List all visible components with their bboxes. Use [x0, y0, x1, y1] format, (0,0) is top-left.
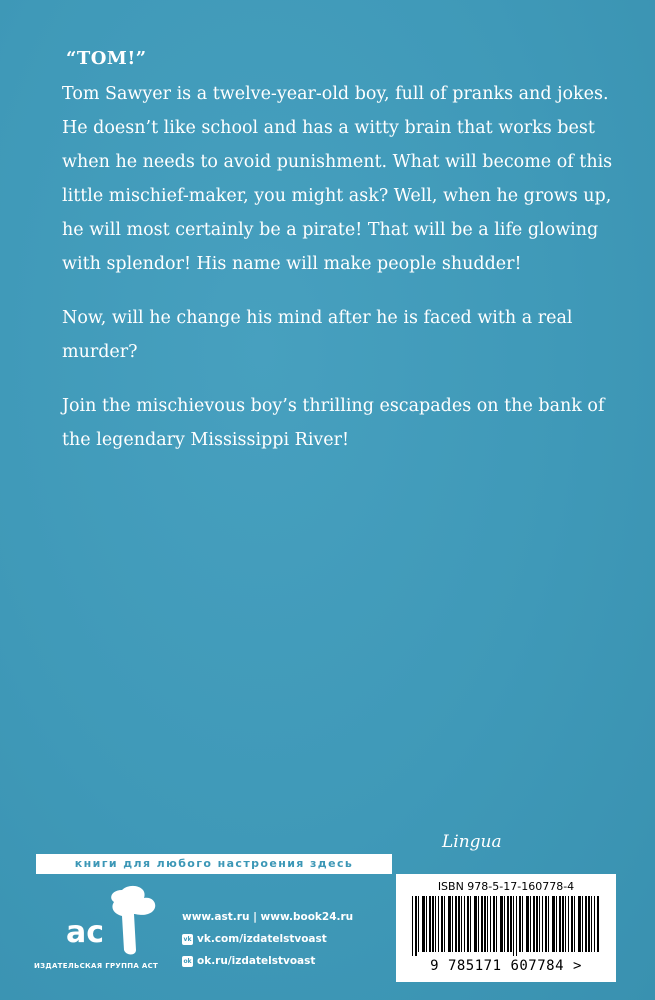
slogan-bar: книги для любого настроения здесь — [36, 854, 392, 874]
vk-link-text: vk.com/izdatelstvoast — [197, 933, 327, 945]
barcode-bar — [578, 896, 581, 952]
barcode-bar — [516, 896, 517, 956]
barcode-bar — [415, 896, 417, 956]
barcode-bar — [487, 896, 488, 952]
barcode-bar — [522, 896, 523, 952]
barcode-bar — [552, 896, 555, 952]
barcode-bars — [406, 896, 606, 956]
barcode-bar — [455, 896, 457, 952]
barcode-bar — [441, 896, 443, 952]
blurb-paragraph: Join the mischievous boy’s thrilling escapades on the bank of the legendary Mississippi River! — [62, 396, 605, 450]
barcode-bar — [496, 896, 497, 952]
blurb — [62, 48, 622, 477]
barcode-bar — [597, 896, 599, 952]
blurb-paragraph: Now, will he change his mind after he is faced with a real murder? — [62, 308, 573, 362]
barcode-bar — [588, 896, 590, 952]
barcode-bar — [559, 896, 561, 952]
barcode-bar — [574, 896, 575, 952]
barcode-bar — [493, 896, 495, 952]
blurb-heading: “TOM!” — [66, 48, 147, 69]
barcode-bar — [556, 896, 557, 952]
barcode-bar — [594, 896, 595, 952]
barcode-bar — [452, 896, 453, 952]
barcode-bar — [545, 896, 547, 952]
vk-link[interactable] — [182, 928, 353, 950]
barcode-box — [396, 874, 616, 982]
barcode-bar — [519, 896, 521, 952]
barcode-bar — [510, 896, 512, 952]
vk-icon: vk — [183, 935, 192, 943]
barcode-bar — [504, 896, 505, 952]
ok-link-text: ok.ru/izdatelstvoast — [197, 955, 316, 967]
lingua-logo — [442, 832, 502, 852]
barcode-bar — [458, 896, 460, 952]
publisher-links — [182, 906, 353, 972]
barcode-bar — [500, 896, 503, 952]
websites-link[interactable]: www.ast.ru | www.book24.ru — [182, 911, 354, 923]
barcode-bar — [565, 896, 566, 952]
barcode-bar — [536, 896, 538, 952]
barcode-bar — [548, 896, 549, 952]
barcode-bar — [422, 896, 425, 952]
barcode-bar — [533, 896, 535, 952]
barcode-bar — [470, 896, 471, 952]
barcode-bar — [478, 896, 479, 952]
isbn-text: ISBN 978-5-17-160778-4 — [437, 880, 575, 893]
ok-icon: ok — [183, 957, 192, 965]
blurb-paragraph: Tom Sawyer is a twelve-year-old boy, full of pranks and jokes. He doesn’t like school and has a witty brain that works best when he needs to avoid punishment. What will become of this little mischief-maker, you might ask? Well, when he grows up, he will most certainly be a pirate! That will be a life glowing with splendor! His name will make people shudder! — [62, 84, 613, 274]
barcode-bar — [542, 896, 543, 952]
barcode-bar — [530, 896, 531, 952]
barcode-bar — [429, 896, 431, 952]
barcode-bar — [481, 896, 483, 952]
barcode-bar — [444, 896, 445, 952]
barcode-bar — [591, 896, 592, 952]
barcode-bar — [568, 896, 569, 952]
barcode-bar — [513, 896, 514, 956]
barcode-bar — [435, 896, 436, 952]
ast-logo — [52, 880, 162, 960]
svg-text:ac: ac — [66, 915, 105, 950]
barcode-bar — [562, 896, 564, 952]
barcode-bar — [461, 896, 462, 952]
ok-link[interactable] — [182, 950, 353, 972]
barcode-bar — [526, 896, 529, 952]
barcode-bar — [539, 896, 540, 952]
barcode-bar — [448, 896, 451, 952]
barcode-bar — [418, 896, 419, 952]
barcode-bar — [426, 896, 427, 952]
barcode-bar — [582, 896, 583, 952]
ast-figure-icon — [111, 886, 155, 955]
barcode-digits: 9 785171 607784 > — [430, 958, 582, 974]
barcode-bar — [490, 896, 491, 952]
barcode-bar — [412, 896, 413, 956]
barcode-bar — [467, 896, 469, 952]
barcode-bar — [585, 896, 587, 952]
barcode-bar — [474, 896, 477, 952]
barcode-bar — [438, 896, 439, 952]
barcode-bar — [571, 896, 573, 952]
barcode-bar — [507, 896, 509, 952]
barcode-bar — [484, 896, 486, 952]
lingua-logo-text: Lingua — [442, 832, 502, 852]
barcode-bar — [464, 896, 465, 952]
barcode-bar — [432, 896, 434, 952]
ast-group-caption: ИЗДАТЕЛЬСКАЯ ГРУППА АСТ — [34, 962, 159, 970]
